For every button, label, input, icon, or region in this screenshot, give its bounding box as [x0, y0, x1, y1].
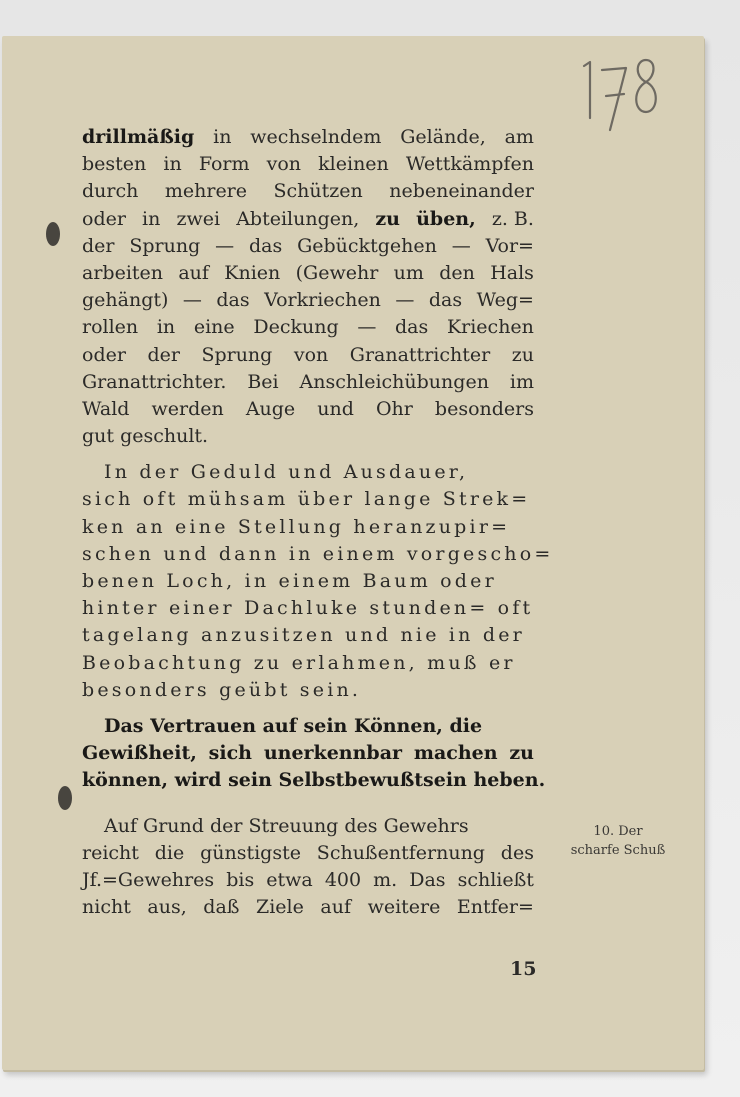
text-line: gut geschult.	[82, 425, 209, 448]
word: Vorkriechen	[264, 289, 381, 312]
word: das	[216, 289, 250, 312]
word: am	[504, 126, 534, 148]
word: —	[215, 234, 235, 257]
binding-hole	[46, 222, 60, 246]
word: unerkennbar	[263, 742, 403, 765]
word: die	[154, 841, 185, 864]
word: zwei	[176, 207, 221, 230]
text-line: hinter einer Dachluke stunden= oft	[82, 597, 534, 620]
word: das	[248, 234, 283, 257]
text-line: sich oft mühsam über lange Strek=	[82, 488, 531, 511]
word: Weg=	[476, 289, 534, 312]
word: in	[142, 207, 161, 230]
word: daß	[203, 896, 240, 919]
word: schließt	[457, 868, 534, 891]
word: arbeiten	[82, 261, 164, 284]
word: Wald	[82, 397, 130, 420]
word: auf	[320, 896, 352, 919]
word: aus,	[147, 896, 187, 919]
word: Auge	[245, 397, 296, 420]
word: um	[393, 261, 424, 284]
word: des	[500, 841, 534, 864]
word: Sprung	[129, 234, 201, 257]
word: Form	[198, 153, 250, 176]
word: Ziele	[256, 896, 304, 919]
word: weitere	[367, 896, 441, 919]
text-line	[82, 124, 534, 151]
word: Wettkämpfen	[405, 153, 534, 176]
word: kleinen	[318, 153, 389, 176]
text-line	[82, 287, 534, 314]
word: von	[293, 343, 329, 366]
word: der	[147, 343, 180, 366]
margin-note	[548, 822, 688, 860]
word: Schützen	[273, 180, 363, 203]
word: durch	[82, 180, 139, 203]
word: etwa	[266, 868, 313, 891]
text-line: schen und dann in einem vorgescho=	[82, 542, 554, 565]
word: in	[213, 126, 232, 148]
text-line	[82, 740, 534, 767]
binding-hole	[58, 786, 72, 810]
word: in	[163, 153, 182, 176]
word: Anschleichübungen	[299, 370, 489, 393]
text-line: ken an eine Stellung heranzupir=	[82, 515, 511, 538]
word: Jf.=Gewehres	[82, 868, 215, 891]
word: den	[439, 261, 475, 284]
word: das	[428, 289, 463, 312]
word: Granattrichter.	[82, 370, 227, 393]
text-line	[82, 314, 534, 341]
text-line	[82, 342, 534, 369]
word: Hals	[490, 261, 534, 284]
word: gehängt)	[82, 289, 169, 312]
word: bis	[226, 868, 255, 891]
word: Entfer=	[456, 896, 534, 919]
text-line: Auf Grund der Streuung des Gewehrs	[104, 814, 469, 837]
word: wechselndem	[250, 126, 382, 148]
word: eine	[193, 316, 235, 339]
word: zu	[509, 742, 534, 765]
word: Das	[409, 868, 446, 891]
word: üben,	[416, 207, 476, 230]
text-line: benen Loch, in einem Baum oder	[82, 570, 497, 592]
word: der	[82, 234, 115, 257]
paragraph	[82, 813, 534, 922]
text-line	[82, 233, 534, 260]
text-line	[82, 396, 534, 423]
word: (Gewehr	[295, 261, 379, 284]
word: in	[156, 316, 176, 339]
word: Knien	[224, 261, 281, 284]
word: besten	[82, 153, 147, 176]
word: sich	[208, 742, 252, 765]
word: oder	[82, 343, 126, 366]
word: und	[317, 397, 354, 420]
word: Bei	[247, 370, 279, 393]
word: auf	[178, 261, 209, 284]
text-line	[82, 260, 534, 287]
word: Granattrichter	[349, 343, 491, 366]
text-line	[82, 369, 534, 396]
word: im	[509, 370, 534, 393]
text-line: besonders geübt sein.	[82, 678, 362, 701]
word: von	[266, 153, 302, 176]
text-line: Beobachtung zu erlahmen, muß er	[82, 651, 516, 674]
text-line: tagelang anzusitzen und nie in der	[82, 624, 525, 647]
text-line	[82, 178, 534, 205]
word: machen	[413, 742, 498, 765]
handwritten-page-number	[580, 52, 664, 136]
word: —	[395, 289, 415, 312]
word: —	[182, 289, 202, 312]
text-line: können, wird sein Selbstbewußtsein heben.	[82, 769, 546, 792]
margin-note-line: 10. Der	[593, 824, 643, 839]
word: reicht	[82, 841, 139, 864]
text-line: In der Geduld und Ausdauer,	[104, 461, 469, 484]
text-line: Das Vertrauen auf sein Können, die	[104, 714, 483, 737]
word: —	[451, 234, 471, 257]
text-line	[82, 894, 534, 921]
paragraph	[82, 124, 534, 450]
word: Gelände,	[400, 126, 486, 148]
word: Ohr	[375, 397, 413, 420]
margin-note-line: scharfe Schuß	[570, 843, 666, 858]
word: z. B.	[491, 207, 534, 230]
text-line	[82, 840, 534, 867]
word: Abteilungen,	[236, 207, 360, 230]
word: Kriechen	[446, 316, 534, 339]
word: Gewißheit,	[82, 742, 197, 765]
word: Schußentfernung	[316, 841, 485, 864]
word: zu	[375, 207, 400, 230]
word: m.	[373, 868, 398, 891]
text-line	[82, 867, 534, 894]
word: zu	[511, 343, 534, 366]
word: rollen	[82, 316, 139, 339]
word: nicht	[82, 896, 131, 919]
page-number: 15	[510, 958, 537, 980]
paragraph	[82, 459, 554, 704]
word: nebeneinander	[389, 180, 534, 203]
word: —	[357, 316, 377, 339]
word: besonders	[434, 397, 534, 420]
word: 400	[324, 868, 362, 891]
word: günstigste	[200, 841, 301, 864]
word: Vor=	[485, 234, 534, 257]
word: Deckung	[253, 316, 339, 339]
text-line	[82, 151, 534, 178]
body-text	[82, 124, 554, 930]
word: oder	[82, 207, 126, 230]
word: Sprung	[201, 343, 273, 366]
word: drillmäßig	[82, 126, 195, 148]
word: das	[395, 316, 429, 339]
paragraph-emphasis	[82, 713, 546, 795]
word: Gebücktgehen	[297, 234, 437, 257]
text-line	[82, 206, 534, 233]
word: mehrere	[164, 180, 248, 203]
word: werden	[151, 397, 224, 420]
